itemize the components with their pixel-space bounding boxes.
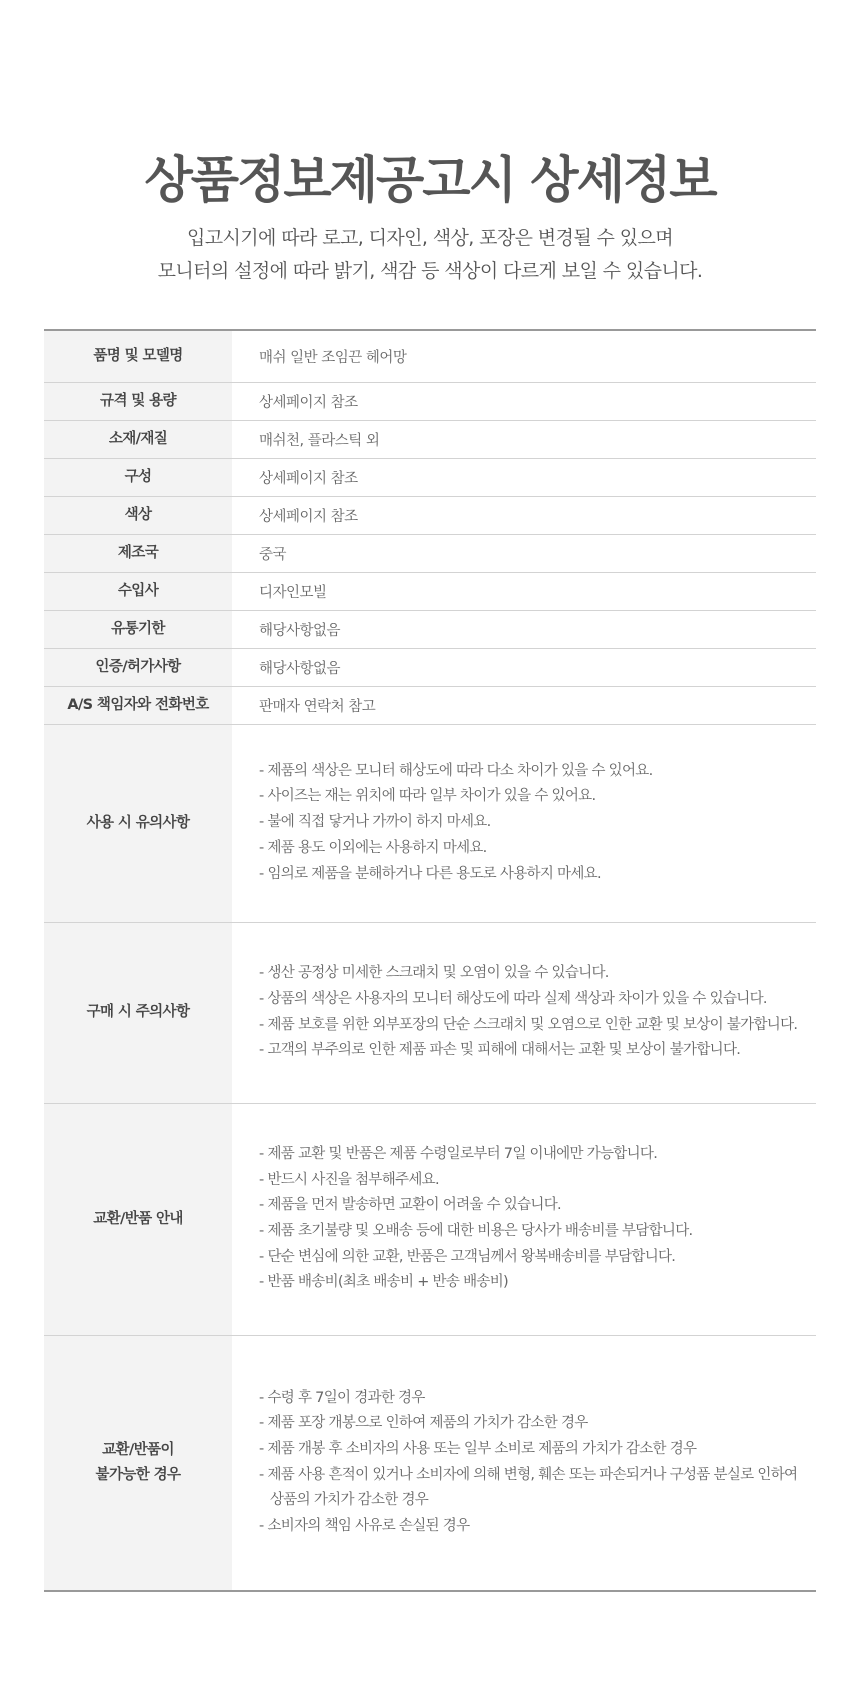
list-item: - 사이즈는 재는 위치에 따라 일부 차이가 있을 수 있어요. [259,788,596,805]
list-item: - 수령 후 7일이 경과한 경우 [259,1389,425,1406]
spec-label: 색상 [44,496,232,534]
spec-label: 소재/재질 [44,420,232,458]
list-item: - 불에 직접 닿거나 가까이 하지 마세요. [259,814,491,831]
spec-value: 매쉬 일반 조임끈 헤어망 [232,330,816,382]
spec-value: 상세페이지 참조 [232,496,816,534]
spec-label: 품명 및 모델명 [44,330,232,382]
notice-list [259,961,816,1064]
spec-row [44,382,816,420]
subtitle-line: 모니터의 설정에 따라 밝기, 색감 등 색상이 다르게 보일 수 있습니다. [157,260,703,282]
spec-value: 매쉬천, 플라스틱 외 [232,420,816,458]
product-spec-table [44,329,816,1592]
notice-content [232,1335,816,1591]
list-item: - 고객의 부주의로 인한 제품 파손 및 피해에 대해서는 교환 및 보상이 불가합니다. [259,1042,741,1059]
list-item: - 상품의 색상은 사용자의 모니터 해상도에 따라 실제 색상과 차이가 있을 수 있습니다. [259,990,767,1007]
spec-label: 유통기한 [44,610,232,648]
spec-row [44,534,816,572]
list-item: - 임의로 제품을 분해하거나 다른 용도로 사용하지 마세요. [259,865,601,882]
spec-row [44,420,816,458]
notice-list [259,1142,816,1296]
notice-content [232,724,816,922]
list-item: - 제품 초기불량 및 오배송 등에 대한 비용은 당사가 배송비를 부담합니다. [259,1223,693,1239]
spec-label: 규격 및 용량 [44,382,232,420]
list-item: - 제품 개봉 후 소비자의 사용 또는 일부 소비로 제품의 가치가 감소한 경우 [259,1441,697,1458]
spec-value: 디자인모빌 [232,572,816,610]
spec-value: 상세페이지 참조 [232,382,816,420]
spec-value: 상세페이지 참조 [232,458,816,496]
notice-row-purchase [44,922,816,1103]
spec-label: 수입사 [44,572,232,610]
spec-value: 해당사항없음 [232,610,816,648]
list-item: - 생산 공정상 미세한 스크래치 및 오염이 있을 수 있습니다. [259,965,609,982]
list-item: - 단순 변심에 의한 교환, 반품은 고객님께서 왕복배송비를 부담합니다. [259,1248,676,1265]
list-item: - 제품 사용 흔적이 있거나 소비자에 의해 변형, 훼손 또는 파손되거나 구성품 분실로 인하여 상품의 가치가 감소한 경우 [259,1466,798,1509]
spec-value: 해당사항없음 [232,648,816,686]
notice-row-usage [44,724,816,922]
notice-row-exchange-guide [44,1103,816,1335]
spec-row [44,458,816,496]
list-item: - 반품 배송비(최초 배송비 + 반송 배송비) [259,1274,508,1291]
notice-list [259,1386,816,1540]
notice-label-line: 불가능한 경우 [95,1466,181,1483]
list-item: - 제품 용도 이외에는 사용하지 마세요. [259,839,487,856]
notice-list [259,759,816,888]
spec-row [44,572,816,610]
notice-label [44,1335,232,1591]
spec-label: 구성 [44,458,232,496]
notice-label: 사용 시 유의사항 [44,724,232,922]
list-item: - 제품의 색상은 모니터 해상도에 따라 다소 차이가 있을 수 있어요. [259,762,653,779]
spec-label: 제조국 [44,534,232,572]
spec-row [44,330,816,382]
list-item: - 제품을 먼저 발송하면 교환이 어려울 수 있습니다. [259,1197,561,1214]
notice-content [232,1103,816,1335]
notice-label-line: 교환/반품이 [102,1441,174,1458]
list-item: - 반드시 사진을 첨부해주세요. [259,1171,439,1188]
spec-row [44,610,816,648]
subtitle-line: 입고시기에 따라 로고, 디자인, 색상, 포장은 변경될 수 있으며 [187,227,673,249]
spec-label: A/S 책임자와 전화번호 [44,686,232,724]
spec-label: 인증/허가사항 [44,648,232,686]
spec-row [44,648,816,686]
list-item: - 제품 포장 개봉으로 인하여 제품의 가치가 감소한 경우 [259,1415,588,1432]
notice-row-exchange-impossible [44,1335,816,1591]
page-title: 상품정보제공고시 상세정보 [144,151,716,209]
spec-value: 중국 [232,534,816,572]
spec-row [44,496,816,534]
list-item: - 소비자의 책임 사유로 손실된 경우 [259,1518,470,1535]
page-subtitle [0,222,860,288]
spec-row [44,686,816,724]
spec-value: 판매자 연락처 참고 [232,686,816,724]
notice-label: 교환/반품 안내 [44,1103,232,1335]
notice-content [232,922,816,1103]
list-item: - 제품 교환 및 반품은 제품 수령일로부터 7일 이내에만 가능합니다. [259,1145,658,1162]
notice-label: 구매 시 주의사항 [44,922,232,1103]
list-item: - 제품 보호를 위한 외부포장의 단순 스크래치 및 오염으로 인한 교환 및 보상이 불가합니다. [259,1016,798,1033]
